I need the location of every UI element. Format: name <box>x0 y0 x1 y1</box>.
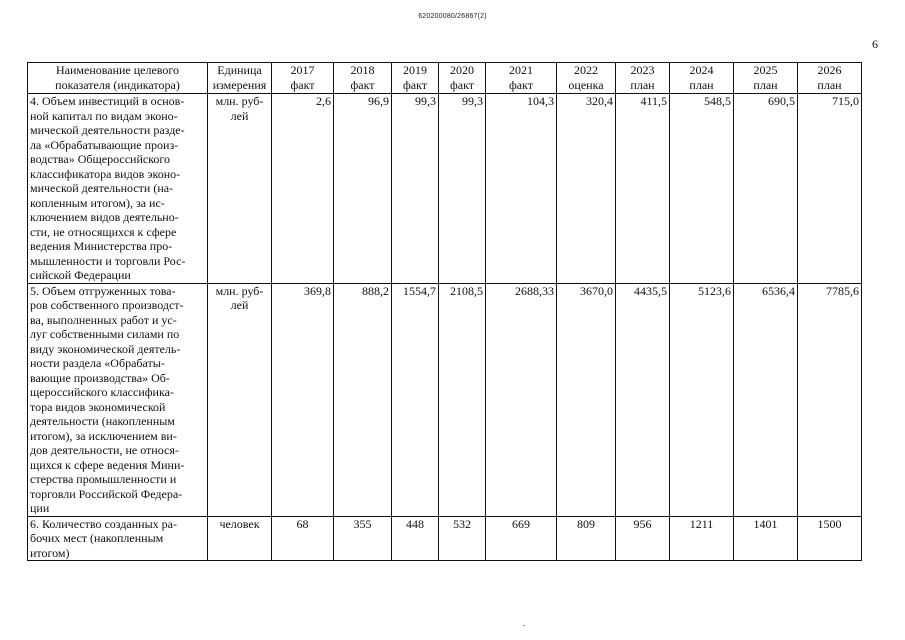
value-cell-2023: 4435,5 <box>616 283 670 516</box>
indicator-name-line: тора видов экономической <box>30 399 166 414</box>
indicator-name-line: дов деятельности, не относя- <box>30 443 179 457</box>
unit-line: лей <box>230 298 249 312</box>
header-year-2024 <box>670 63 734 94</box>
value-cell-2022: 3670,0 <box>557 283 616 516</box>
header-status: план <box>817 77 842 92</box>
indicator-name-line: стерства промышленности и <box>30 472 177 486</box>
unit-line: млн. руб- <box>215 94 264 108</box>
indicator-name-cell <box>28 94 208 284</box>
value-cell-2021: 104,3 <box>486 94 557 284</box>
value-cell-2019: 1554,7 <box>392 283 439 516</box>
header-year: 2020 <box>450 63 474 77</box>
value-cell-2018: 96,9 <box>334 94 392 284</box>
header-name-line: показателя (индикатора) <box>55 77 180 92</box>
value-cell-2017: 369,8 <box>272 283 334 516</box>
header-year: 2024 <box>689 63 714 77</box>
indicator-name-line: щероссийского классифика- <box>30 385 174 399</box>
unit-line: человек <box>219 516 260 531</box>
indicator-row-investment <box>28 94 862 284</box>
indicator-name-line: мышленности и торговли Рос- <box>30 253 186 268</box>
value-cell-2022: 320,4 <box>557 94 616 284</box>
indicator-name-line: 4. Объем инвестиций в основ- <box>30 94 185 108</box>
table-header-row <box>28 63 862 94</box>
header-year-2019 <box>392 63 439 94</box>
indicator-name-line: торговли Российской Федера- <box>30 486 183 501</box>
header-year: 2019 <box>403 63 427 77</box>
indicator-name-line: копленным итогом), за ис- <box>30 195 165 210</box>
indicator-name-line: виду экономической деятель- <box>30 341 181 356</box>
indicator-name-line: ров собственного производст- <box>30 298 184 312</box>
indicator-name-line: мической деятельности разде- <box>30 123 185 137</box>
value-cell-2022: 809 <box>557 516 616 561</box>
header-year: 2025 <box>753 63 778 77</box>
document-id: 620200080/26867(2) <box>418 13 487 20</box>
indicator-name-line: 6. Количество созданных ра- <box>30 516 177 531</box>
header-name-line: Наименование целевого <box>55 63 180 77</box>
header-year: 2023 <box>630 63 655 77</box>
value-cell-2025: 690,5 <box>734 94 798 284</box>
value-cell-2017: 68 <box>272 516 334 561</box>
indicator-name-line: ности раздела «Обрабаты- <box>30 356 165 370</box>
indicator-name-line: луг собственными силами по <box>30 327 180 341</box>
value-cell-2018: 355 <box>334 516 392 561</box>
value-cell-2026: 715,0 <box>798 94 862 284</box>
header-status: план <box>689 77 714 92</box>
indicator-name-line: ла «Обрабатывающие произ- <box>30 137 179 152</box>
header-year: 2018 <box>350 63 375 77</box>
indicator-row-jobs <box>28 516 862 561</box>
header-year-2018 <box>334 63 392 94</box>
indicator-name-line: ключением видов деятельно- <box>30 210 179 224</box>
scan-artifact <box>523 625 525 626</box>
indicator-name-cell <box>28 283 208 516</box>
indicator-name-line: ной капитал по видам эконо- <box>30 108 178 123</box>
value-cell-2024: 1211 <box>670 516 734 561</box>
value-cell-2020: 2108,5 <box>439 283 486 516</box>
header-year-2022 <box>557 63 616 94</box>
value-cell-2019: 448 <box>392 516 439 561</box>
unit-cell <box>208 94 272 284</box>
header-indicator-name <box>28 63 208 94</box>
header-status: план <box>753 77 778 92</box>
header-year: 2026 <box>817 63 842 77</box>
header-unit-line: измерения <box>212 77 267 92</box>
indicator-name-line: сийской Федерации <box>30 268 131 282</box>
header-year-2025 <box>734 63 798 94</box>
indicator-name-line: водства» Общероссийского <box>30 152 171 166</box>
page-number: 6 <box>872 37 878 51</box>
indicator-name-line: бочих мест (накопленным <box>30 531 164 545</box>
header-unit-line: Единица <box>217 63 262 77</box>
value-cell-2025: 1401 <box>734 516 798 561</box>
header-unit <box>208 63 272 94</box>
indicator-name-line: мической деятельности (на- <box>30 181 174 195</box>
indicator-name-line: ва, выполненных работ и ус- <box>30 312 177 327</box>
value-cell-2020: 532 <box>439 516 486 561</box>
header-status: факт <box>290 77 315 92</box>
indicator-row-shipped-goods <box>28 283 862 516</box>
header-status: факт <box>402 77 428 92</box>
header-year: 2021 <box>509 63 533 77</box>
header-status: факт <box>508 77 534 92</box>
value-cell-2017: 2,6 <box>272 94 334 284</box>
indicator-name-cell <box>28 516 208 561</box>
header-year-2017 <box>272 63 334 94</box>
unit-line: лей <box>230 108 249 123</box>
header-year: 2017 <box>290 63 315 77</box>
indicator-name-line: итогом) <box>30 545 70 560</box>
value-cell-2026: 1500 <box>798 516 862 561</box>
value-cell-2024: 548,5 <box>670 94 734 284</box>
indicator-name-line: классификатора видов эконо- <box>30 166 181 181</box>
header-year-2023 <box>616 63 670 94</box>
header-status: план <box>630 77 655 92</box>
value-cell-2025: 6536,4 <box>734 283 798 516</box>
unit-cell <box>208 516 272 561</box>
value-cell-2024: 5123,6 <box>670 283 734 516</box>
value-cell-2019: 99,3 <box>392 94 439 284</box>
unit-line: млн. руб- <box>215 283 264 298</box>
value-cell-2026: 7785,6 <box>798 283 862 516</box>
value-cell-2018: 888,2 <box>334 283 392 516</box>
value-cell-2021: 2688,33 <box>486 283 557 516</box>
indicator-name-line: вающие производства» Об- <box>30 370 170 385</box>
indicator-name-line: ведения Министерства про- <box>30 239 173 253</box>
indicator-name-line: щихся к сфере ведения Мини- <box>30 457 185 472</box>
indicator-name-line: сти, не относящихся к сфере <box>30 224 177 239</box>
header-status: факт <box>449 77 475 92</box>
value-cell-2023: 956 <box>616 516 670 561</box>
unit-cell <box>208 283 272 516</box>
header-year-2026 <box>798 63 862 94</box>
header-status: оценка <box>568 77 604 92</box>
indicators-table <box>27 62 862 561</box>
header-year-2020 <box>439 63 486 94</box>
indicator-name-line: ции <box>30 501 50 515</box>
value-cell-2020: 99,3 <box>439 94 486 284</box>
header-year: 2022 <box>574 63 598 77</box>
value-cell-2023: 411,5 <box>616 94 670 284</box>
indicator-name-line: 5. Объем отгруженных това- <box>30 283 176 298</box>
indicator-name-line: итогом), за исключением ви- <box>30 428 177 443</box>
value-cell-2021: 669 <box>486 516 557 561</box>
indicator-name-line: деятельности (накопленным <box>30 414 175 428</box>
header-year-2021 <box>486 63 557 94</box>
header-status: факт <box>350 77 375 92</box>
